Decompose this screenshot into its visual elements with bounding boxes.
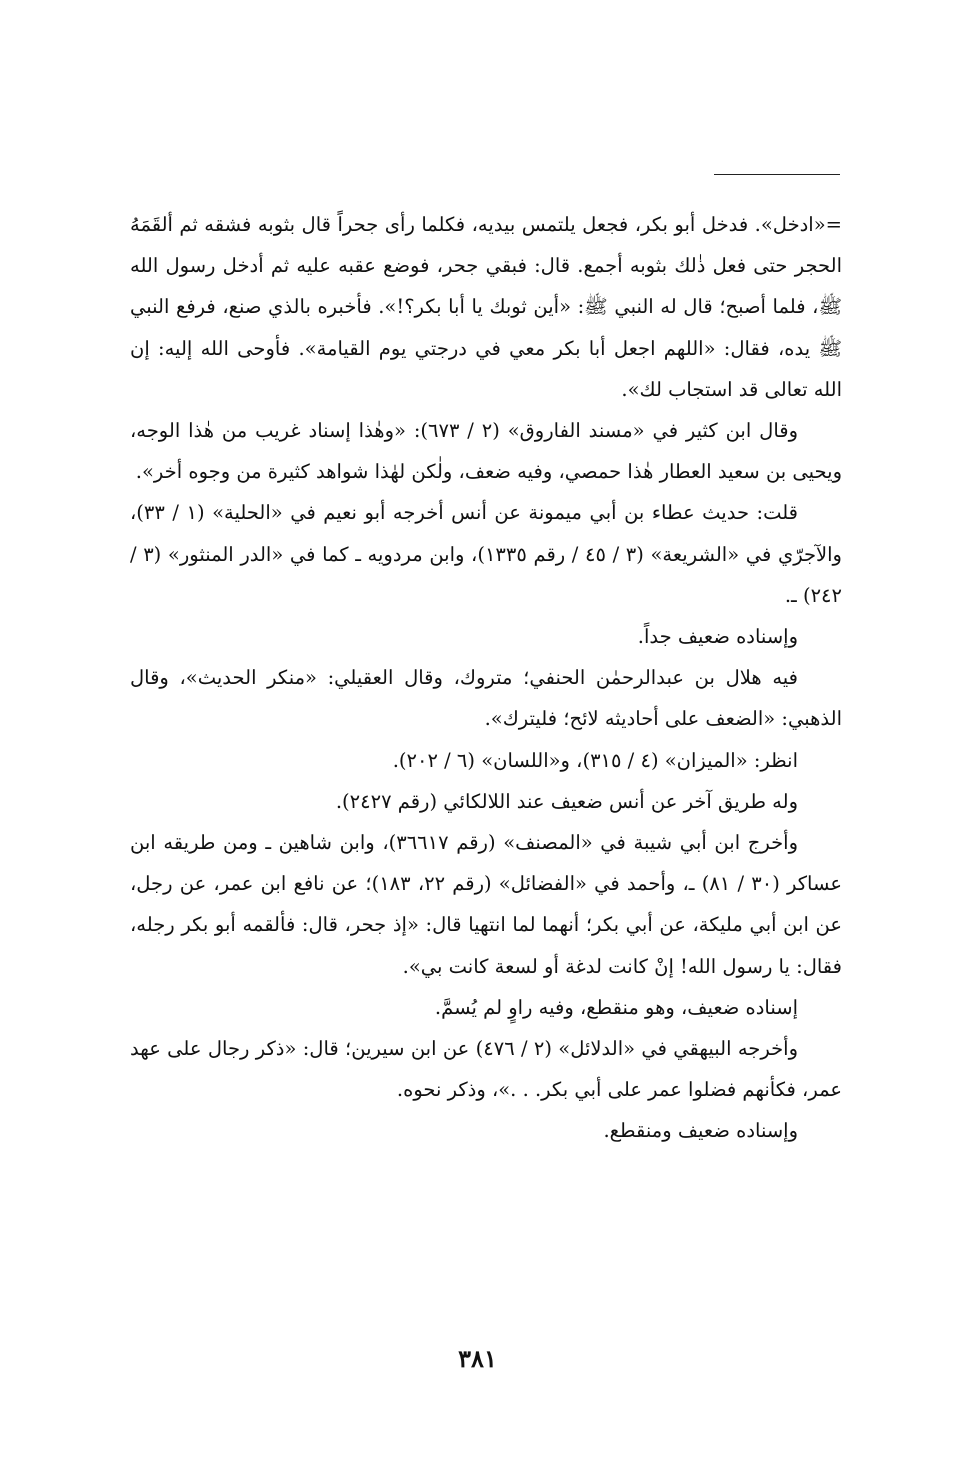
paragraph-weak-disconnected: إسناده ضعيف، وهو منقطع، وفيه راوٍ لم يُسمَّ. [434,995,798,1019]
paragraph-hilal: فيه هلال بن عبدالرحمٰن الحنفي؛ متروك، وقال العقيلي: «منكر الحديث»، وقال الذهبي: «الضعف على أحاديثه لائح؛ فليترك». [130,666,842,731]
paragraph-ibn-kathir: وقال ابن كثير في «مسند الفاروق» (٢ / ٦٧٣): «وهٰذا إسناد غريب من هٰذا الوجه، ويحيى بن سعيد العطار هٰذا حمصي، وفيه ضعف، ولٰكن لهٰذا شواهد كثيرة من وجوه أخر». [130,419,842,484]
footnote-text-block [130,204,842,1152]
paragraph-very-weak: وإسناده ضعيف جداً. [637,625,798,649]
paragraph-ibn-abi-shayba: وأخرج ابن أبي شيبة في «المصنف» (رقم ٣٦٦١٧)، وابن شاهين ـ ومن طريقه ابن عساكر (٣٠ / ٨١) ـ، وأحمد في «الفضائل» (رقم ٢٢، ١٨٣)؛ عن نافع ابن عمر، عن رجل، عن ابن أبي مليكة، عن أبي بكر؛ أنهما لما انتهيا قال: «إذ جحر، قال: فألقمه أبو بكر رجله، فقال: يا رسول الله! إنْ كانت لدغة أو لسعة كانت بي». [130,831,843,978]
page-number: ٣٨١ [458,1344,497,1373]
paragraph-see-mizan: انظر: «الميزان» (٤ / ٣١٥)، و«اللسان» (٦ / ٢٠٢). [392,748,798,772]
footnote-separator-rule [714,174,840,175]
paragraph-final-grading: وإسناده ضعيف ومنقطع. [603,1119,798,1143]
paragraph-hadith-continuation: =«ادخل». فدخل أبو بكر، فجعل يلتمس بيديه، فكلما رأى جحراً قال بثوبه فشقه ثم ألقَمَهُ الحجر حتى فعل ذٰلك بثوبه أجمع. قال: فبقي جحر، فوضع عقبه عليه ثم أدخل رسول الله ﷺ، فلما أصبح؛ قال له النبي ﷺ: «أين ثوبك يا أبا بكر؟!». فأخبره بالذي صنع، فرفع النبي ﷺ يده، فقال: «اللهم اجعل أبا بكر معي في درجتي يوم القيامة». فأوحى الله إليه: إن الله تعالى قد استجاب لك». [130,213,842,401]
paragraph-ata-hadith: قلت: حديث عطاء بن أبي ميمونة عن أنس أخرجه أبو نعيم في «الحلية» (١ / ٣٣)، والآجرّي في «الشريعة» (٣ / ٤٥ / رقم ١٣٣٥)، وابن مردويه ـ كما في «الدر المنثور» (٣ / ٢٤٢) ـ. [130,501,842,607]
paragraph-bayhaqi: وأخرجه البيهقي في «الدلائل» (٢ / ٤٧٦) عن ابن سيرين؛ قال: «ذكر رجال على عهد عمر، فكأنهم فضلوا عمر على أبي بكر. . .»، وذكر نحوه. [130,1037,842,1102]
paragraph-lalakai: وله طريق آخر عن أنس ضعيف عند اللالكائي (رقم ٢٤٢٧). [335,789,798,813]
